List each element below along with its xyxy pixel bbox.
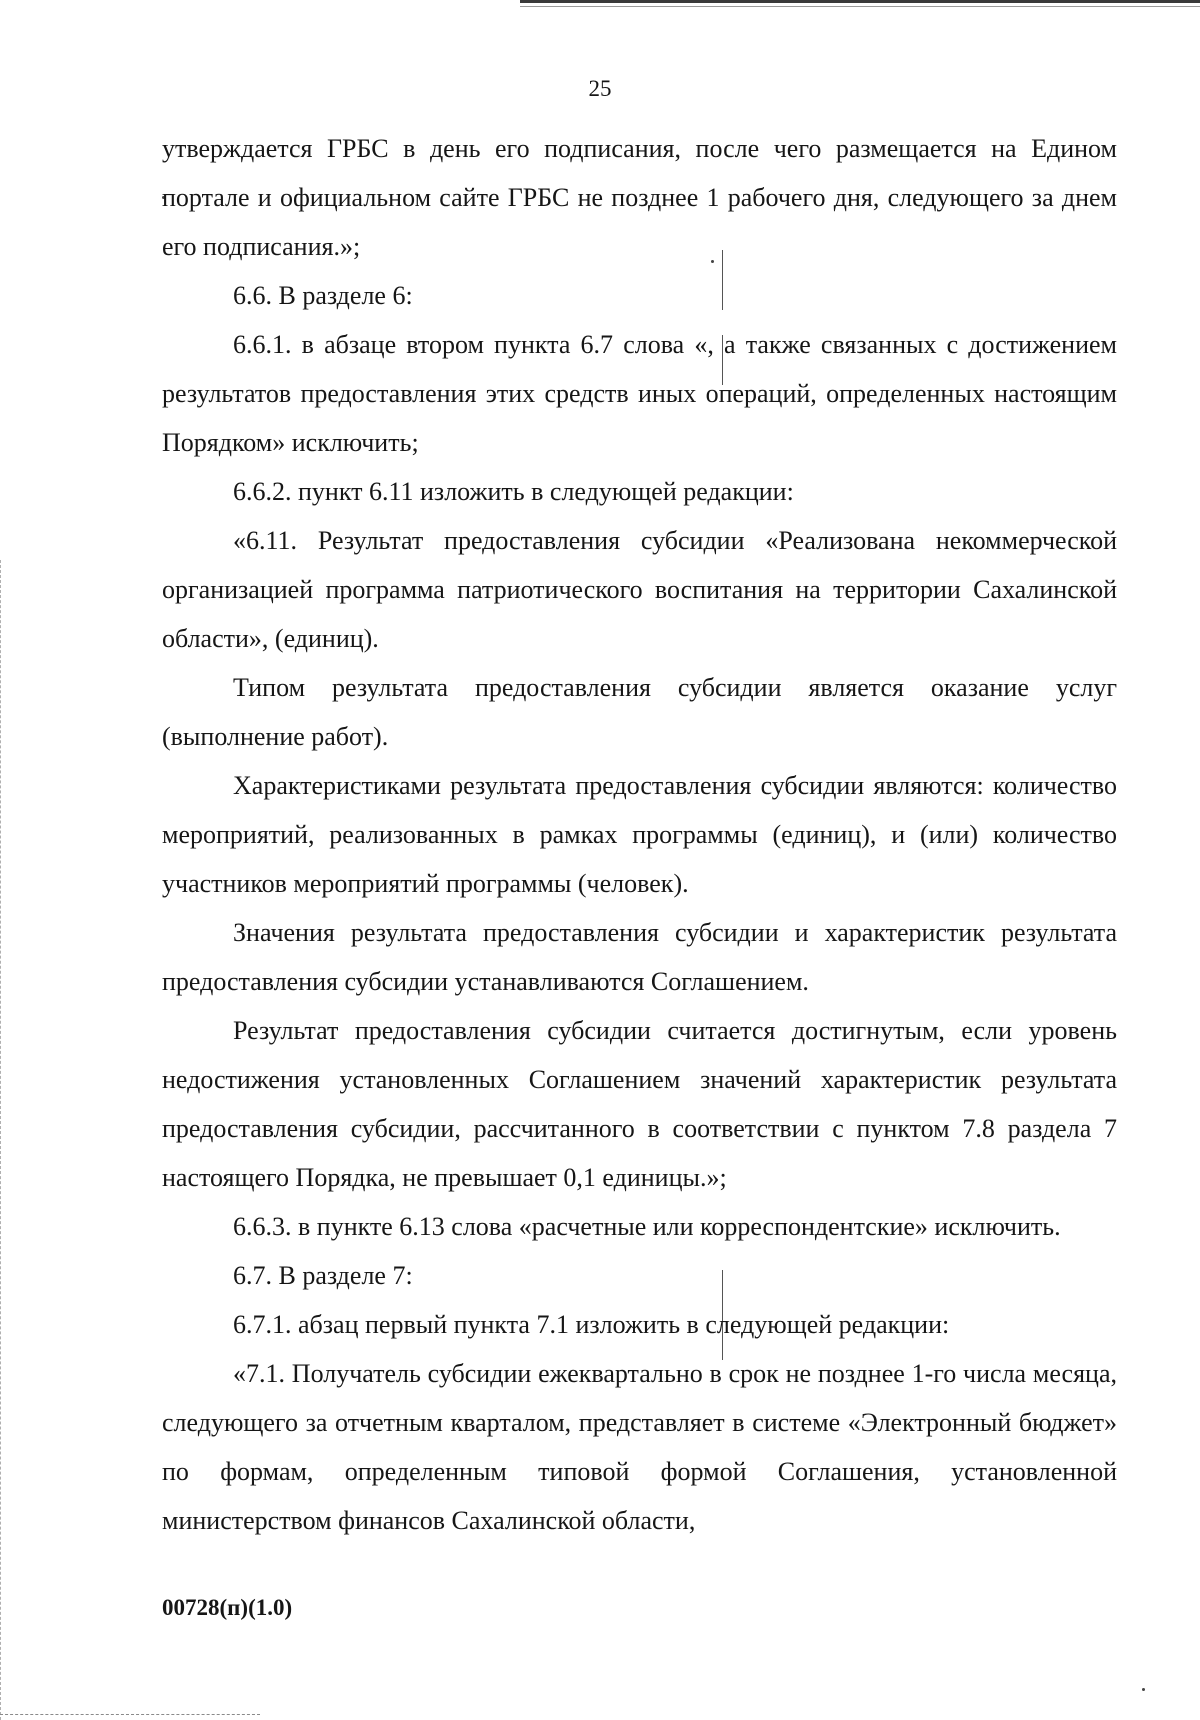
paragraph: «7.1. Получатель субсидии ежеквартально в срок не позднее 1-го числа месяца, следующего за отчетным кварталом, представляет в системе «Электронный бюджет» по формам, определенным типовой формой Соглашения, установленной министерством финансов Сахалинской области, <box>162 1359 1117 1535</box>
paragraph: Значения результата предоставления субсидии и характеристик результата предоставления субсидии устанавливаются Соглашением. <box>162 918 1117 996</box>
scan-edge-bottom <box>0 1714 260 1716</box>
scan-speck <box>1142 1688 1145 1691</box>
paragraph: 6.7. В разделе 7: <box>233 1261 413 1290</box>
paragraph: «6.11. Результат предоставления субсидии «Реализована некоммерческой организацией программа патриотического воспитания на территории Сахалинской области», (единиц). <box>162 526 1117 653</box>
paragraph: 6.7.1. абзац первый пункта 7.1 изложить в следующей редакции: <box>233 1310 950 1339</box>
paragraph: Типом результата предоставления субсидии является оказание услуг (выполнение работ). <box>162 673 1117 751</box>
scan-edge-left <box>0 560 2 1720</box>
paragraph: 6.6.2. пункт 6.11 изложить в следующей редакции: <box>233 477 794 506</box>
paragraph: Результат предоставления субсидии считается достигнутым, если уровень недостижения установленных Соглашением значений характеристик результата предоставления субсидии, рассчитанного в соответствии с пунктом 7.8 раздела 7 настоящего Порядка, не превышает 0,1 единицы.»; <box>162 1016 1117 1192</box>
paragraph: 6.6. В разделе 6: <box>233 281 413 310</box>
document-body <box>162 124 1117 1545</box>
paragraph: 6.6.1. в абзаце втором пункта 6.7 слова «, а также связанных с достижением результатов предоставления этих средств иных операций, определенных настоящим Порядком» исключить; <box>162 330 1117 457</box>
paragraph: Характеристиками результата предоставления субсидии являются: количество мероприятий, реализованных в рамках программы (единиц), и (или) количество участников мероприятий программы (человек). <box>162 771 1117 898</box>
page-number: 25 <box>588 76 612 101</box>
paragraph: 6.6.3. в пункте 6.13 слова «расчетные или корреспондентские» исключить. <box>233 1212 1061 1241</box>
scan-edge-top <box>520 0 1200 3</box>
scan-edge-top-thin <box>520 6 1200 7</box>
document-code: 00728(п)(1.0) <box>162 1595 293 1620</box>
paragraph: утверждается ГРБС в день его подписания, после чего размещается на Едином портале и официальном сайте ГРБС не позднее 1 рабочего дня, следующего за днем его подписания.»; <box>162 134 1117 261</box>
